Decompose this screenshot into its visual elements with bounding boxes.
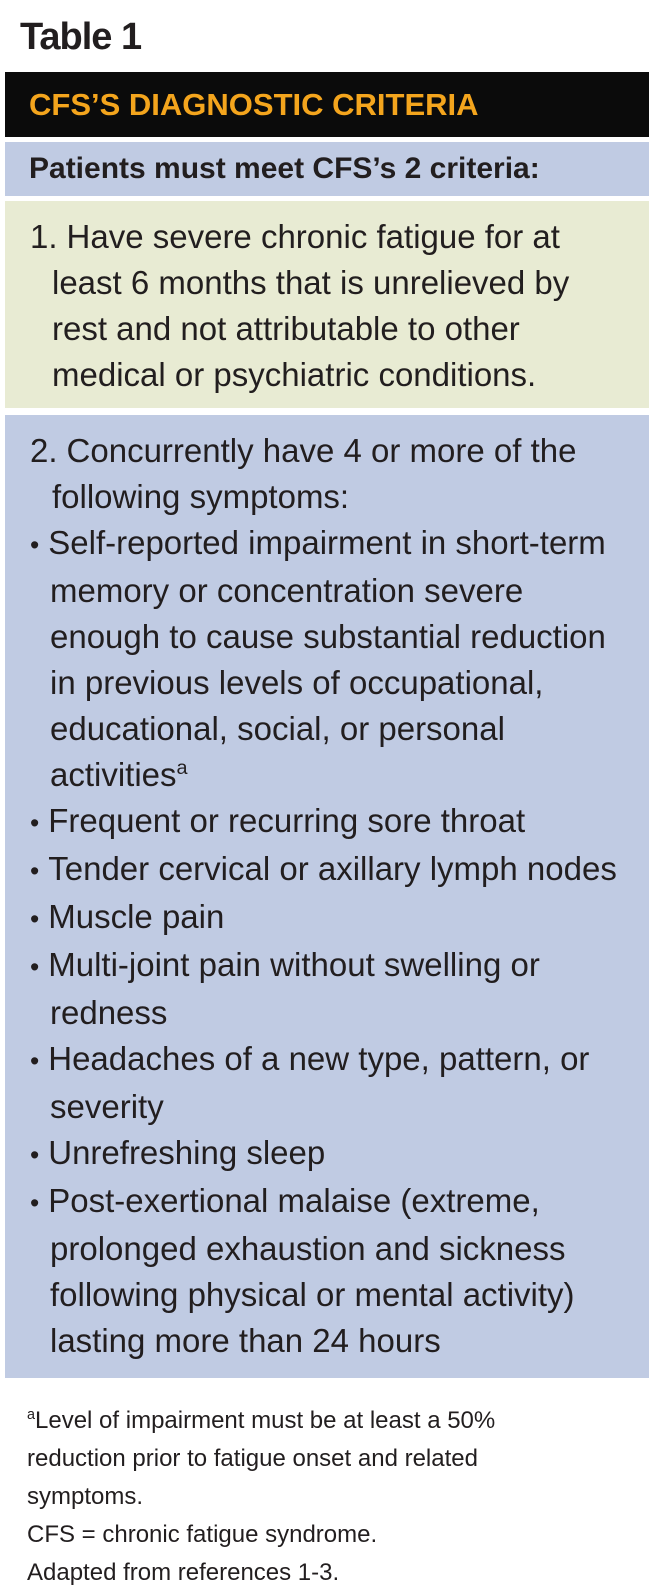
symptom-item-3	[30, 846, 626, 894]
criterion-2	[30, 428, 626, 520]
bullet-icon: •	[30, 856, 40, 886]
criterion-1-number: 1.	[30, 218, 58, 255]
footnote-abbreviation	[27, 1516, 537, 1554]
bullet-icon: •	[30, 1188, 40, 1218]
footnote-references	[27, 1554, 537, 1592]
symptom-list	[30, 520, 626, 1364]
footnote-abbreviation-text: CFS = chronic fatigue syndrome.	[27, 1521, 378, 1548]
criterion-2-text: Concurrently have 4 or more of the following symptoms:	[52, 432, 577, 515]
symptom-3-text: Tender cervical or axillary lymph nodes	[48, 850, 617, 887]
symptom-7-text: Unrefreshing sleep	[48, 1134, 326, 1171]
symptom-2-text: Frequent or recurring sore throat	[48, 802, 526, 839]
bullet-icon: •	[30, 808, 40, 838]
bullet-icon: •	[30, 1140, 40, 1170]
bullet-icon: •	[30, 530, 40, 560]
footnote-references-text: Adapted from references 1-3.	[27, 1559, 340, 1586]
criterion-1	[30, 214, 600, 398]
subheader-row	[5, 142, 649, 196]
subheader-text: Patients must meet CFS’s 2 criteria:	[29, 152, 540, 185]
criterion-2-number: 2.	[30, 432, 58, 469]
symptom-item-2	[30, 798, 626, 846]
symptom-4-text: Muscle pain	[48, 898, 225, 935]
symptom-8-text: Post-exertional malaise (extreme, prolonged exhaustion and sickness following physical or mental activity) lasting more than 24 hours	[48, 1182, 575, 1359]
table-header-text: CFS’S DIAGNOSTIC CRITERIA	[29, 86, 479, 122]
criterion-2-row	[5, 415, 649, 1378]
table-header-bar	[5, 72, 649, 137]
footnote-a-marker: a	[27, 1407, 36, 1423]
bullet-icon: •	[30, 952, 40, 982]
criterion-1-row	[5, 201, 649, 408]
symptom-item-5	[30, 942, 626, 1036]
symptom-item-1	[30, 520, 626, 798]
symptom-item-4	[30, 894, 626, 942]
symptom-6-text: Headaches of a new type, pattern, or severity	[48, 1040, 590, 1125]
symptom-5-text: Multi-joint pain without swelling or redness	[48, 946, 540, 1031]
bullet-icon: •	[30, 1046, 40, 1076]
footnote-a	[27, 1402, 537, 1516]
symptom-item-7	[30, 1130, 626, 1178]
table-footnotes	[27, 1402, 609, 1592]
footnote-marker-a: a	[176, 757, 188, 779]
symptom-item-6	[30, 1036, 626, 1130]
footnote-a-text: Level of impairment must be at least a 50% reduction prior to fatigue onset and related symptoms.	[27, 1407, 496, 1510]
symptom-item-8	[30, 1178, 626, 1364]
criterion-1-text: Have severe chronic fatigue for at least 6 months that is unrelieved by rest and not attributable to other medical or psychiatric conditions.	[52, 218, 570, 393]
table-number-title: Table 1	[20, 16, 142, 58]
symptom-1-text: Self-reported impairment in short-term memory or concentration severe enough to cause substantial reduction in previous levels of occupational, educational, social, or personal activities	[48, 524, 606, 793]
bullet-icon: •	[30, 904, 40, 934]
